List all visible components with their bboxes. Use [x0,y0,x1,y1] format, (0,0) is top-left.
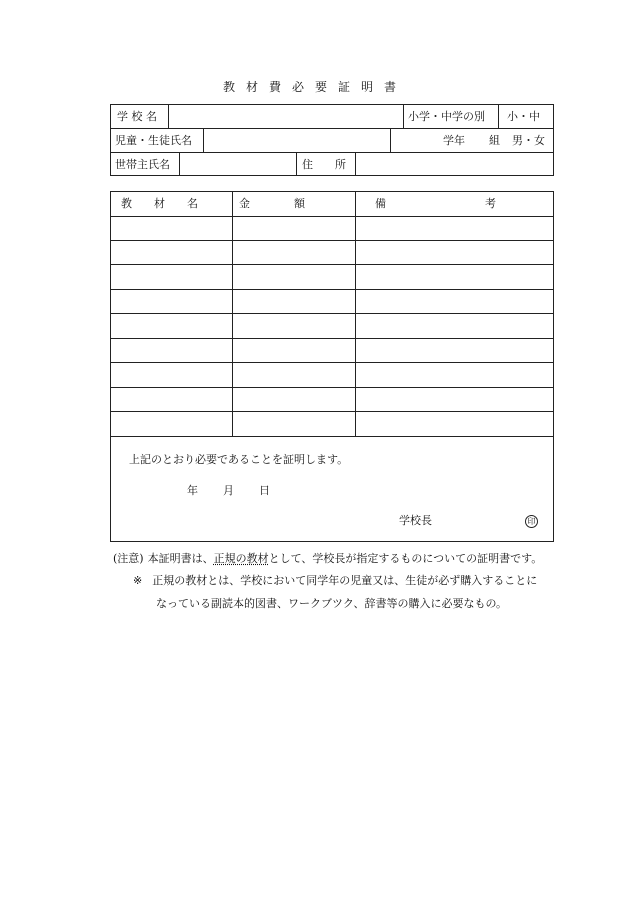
document-title: 教材費必要証明書 [222,80,407,94]
header-material-name: 教 材 名 [121,197,198,210]
header-info-table [110,104,554,176]
principal-label: 学校長 [399,514,432,527]
header-amount: 金 額 [239,197,305,210]
note-text-2: 正規の教材とは、学校において同学年の児童又は、生徒が必ず購入することに [152,574,538,587]
note-text-a: 本証明書は、 [147,552,214,565]
materials-table [110,191,554,542]
school-level-value[interactable]: 小・中 [507,110,540,123]
header-remarks: 備 考 [375,197,496,210]
certification-statement: 上記のとおり必要であることを証明します。 [129,453,349,466]
school-name-label: 学 校 名 [117,110,157,123]
note-underlined-term: 正規の教材 [213,552,269,565]
student-name-label: 児童・生徒氏名 [115,134,192,147]
date-day: 日 [259,484,270,497]
note-line-1 [113,551,542,567]
class-label: 組 [489,134,500,147]
grade-label: 学年 [443,134,465,147]
seal-glyph: 印 [525,515,538,528]
note-line-3: なっている副読本的図書、ワークブツク、辞書等の購入に必要なもの。 [156,597,508,610]
note-text-b: として、学校長が指定するものについての証明書です。 [268,552,543,565]
seal-icon [525,514,538,528]
address-label: 住 所 [302,158,346,171]
gender-choice[interactable]: 男・女 [512,134,545,147]
school-level-label: 小学・中学の別 [408,110,485,123]
date-year: 年 [187,484,198,497]
note-line-2 [133,573,537,589]
householder-name-label: 世帯主氏名 [115,158,170,171]
date-month: 月 [223,484,234,497]
note-prefix: (注意) [113,552,144,565]
note-mark: ※ [133,574,143,587]
